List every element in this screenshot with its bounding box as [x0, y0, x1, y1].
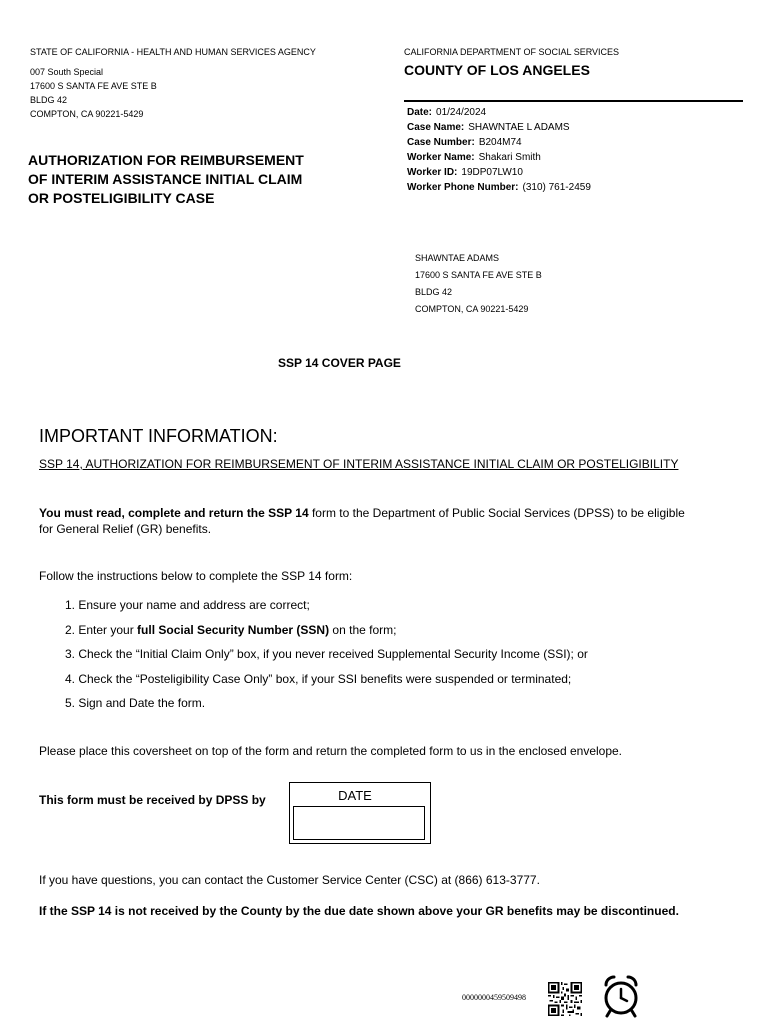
worker-id-value: 19DP07LW10 — [461, 167, 523, 178]
intro-paragraph — [39, 505, 739, 537]
case-date-label: Date: — [407, 107, 433, 118]
instruction-item: 1. Ensure your name and address are correct; — [65, 598, 310, 612]
worker-phone-value: (310) 761-2459 — [522, 182, 591, 193]
worker-id-label: Worker ID: — [407, 167, 458, 178]
form-title — [28, 151, 304, 208]
instruction-item: 4. Check the “Posteligibility Case Only” box, if your SSI benefits were suspended or terminated; — [65, 671, 572, 686]
barcode-number: 0000000459509498 — [462, 993, 526, 1002]
case-name-row — [407, 120, 591, 135]
form-title-line: OR POSTELIGIBILITY CASE — [28, 190, 215, 206]
cover-page-title: SSP 14 COVER PAGE — [278, 356, 401, 370]
worker-name-value: Shakari Smith — [478, 152, 541, 163]
case-number-row — [407, 135, 591, 150]
instruction-item: 2. Enter your full Social Security Number (SSN) on the form; — [65, 622, 397, 637]
agency-name: STATE OF CALIFORNIA - HEALTH AND HUMAN SERVICES AGENCY — [30, 47, 316, 57]
instruction-item: 5. Sign and Date the form. — [65, 696, 206, 710]
case-date-row — [407, 105, 591, 120]
office-address-line: 17600 S SANTA FE AVE STE B — [30, 81, 157, 91]
case-number-label: Case Number: — [407, 137, 475, 148]
instruction-item: 3. Check the “Initial Claim Only” box, if you never received Supplemental Security Income (SSI); or — [65, 647, 588, 661]
case-name-label: Case Name: — [407, 122, 465, 133]
intro-bold: You must read, complete and return the SSP 14 — [39, 506, 309, 520]
follow-instructions-text: Follow the instructions below to complete the SSP 14 form: — [39, 569, 353, 583]
recipient-line: 17600 S SANTA FE AVE STE B — [415, 270, 542, 280]
county-name: COUNTY OF LOS ANGELES — [404, 62, 590, 78]
instruction-list — [65, 597, 588, 720]
header-divider — [404, 100, 743, 102]
important-heading: IMPORTANT INFORMATION: — [39, 426, 278, 446]
intro-text-line2: for General Relief (GR) benefits. — [39, 522, 212, 536]
qr-code-icon — [548, 982, 582, 1016]
form-title-line: AUTHORIZATION FOR REIMBURSEMENT — [28, 152, 304, 168]
department-name: CALIFORNIA DEPARTMENT OF SOCIAL SERVICES — [404, 47, 620, 57]
ssn-emphasis: full Social Security Number (SSN) — [137, 622, 330, 637]
case-number-value: B204M74 — [478, 137, 522, 148]
worker-phone-row — [407, 180, 591, 195]
recipient-line: SHAWNTAE ADAMS — [415, 253, 500, 263]
discontinuation-warning: If the SSP 14 is not received by the County by the due date shown above your GR benefits may be discontinued. — [39, 904, 679, 918]
case-info-block — [407, 105, 591, 195]
office-address-line: COMPTON, CA 90221-5429 — [30, 109, 144, 119]
recipient-line: BLDG 42 — [415, 287, 453, 297]
due-date-box — [289, 782, 431, 844]
worker-name-row — [407, 150, 591, 165]
office-address-line: BLDG 42 — [30, 95, 68, 105]
worker-phone-label: Worker Phone Number: — [407, 182, 519, 193]
due-date-field[interactable] — [293, 806, 425, 840]
worker-id-row — [407, 165, 591, 180]
alarm-clock-icon — [600, 973, 642, 1019]
contact-info-text: If you have questions, you can contact the Customer Service Center (CSC) at (866) 613-3777. — [39, 873, 540, 887]
office-address-line: 007 South Special — [30, 67, 104, 77]
received-by-label: This form must be received by DPSS by — [39, 793, 266, 807]
important-subheading: SSP 14, AUTHORIZATION FOR REIMBURSEMENT OF INTERIM ASSISTANCE INITIAL CLAIM OR POSTELIGIBILITY — [39, 457, 679, 471]
recipient-address — [415, 250, 542, 318]
form-title-line: OF INTERIM ASSISTANCE INITIAL CLAIM — [28, 171, 303, 187]
case-date-value: 01/24/2024 — [436, 107, 487, 118]
worker-name-label: Worker Name: — [407, 152, 475, 163]
due-date-label: DATE — [338, 788, 372, 803]
intro-text: form to the Department of Public Social Services (DPSS) to be eligible — [308, 506, 685, 520]
coversheet-instruction: Please place this coversheet on top of the form and return the completed form to us in the enclosed envelope. — [39, 744, 623, 758]
recipient-line: COMPTON, CA 90221-5429 — [415, 304, 529, 314]
case-name-value: SHAWNTAE L ADAMS — [468, 122, 570, 133]
office-address — [30, 65, 157, 121]
